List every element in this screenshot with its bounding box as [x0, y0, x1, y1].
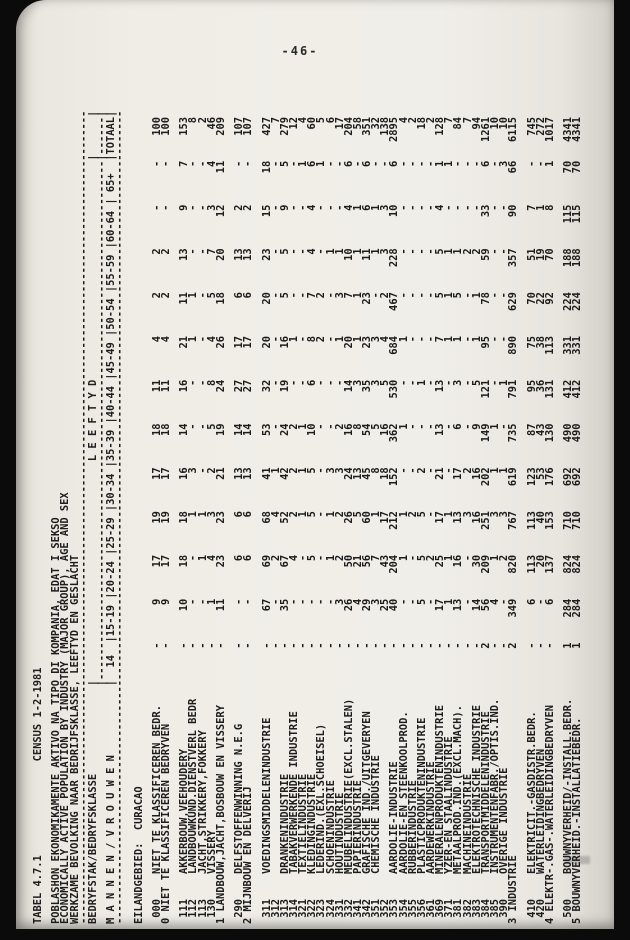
table-row: 000 NIET TE KLASSIFICEREN BEDR. - 9 17 19 17 18 11 4 2 2 - - 100	[150, 117, 163, 924]
table-row: 371 YZER-EN STAALINDUSTRIE - 1 1 1 - - - 1 1 1 - 1 7	[443, 117, 456, 924]
table-subtitle-2: ECONOMICALLY ACTIVE POPULATION BY INDUSTRY (MAJOR GROUP), AGE AND SEX	[59, 492, 72, 924]
table-row-group-total: 0 NIET TE KLASSIFICEREN BEDRYVEN - 9 17 19 17 18 11 4 2 2 - - 100	[159, 117, 172, 924]
table-row: 113 JACHT,STRIKKERY,FOKKERY - - 1 1 - - - - - - - - 2	[196, 117, 209, 924]
table-row-group-total: 3 INDUSTRIE 2 349 820 767 619 735 791 890 629 357 90 66 6115	[507, 117, 520, 924]
table-row-group-total: 2 MIJNBOUW EN DELVERIJ - - 6 6 13 14 27 17 6 13 2 - 107	[242, 117, 255, 924]
table-row: 130 VISSERY - 1 4 3 2 5 8 4 5 7 3 4 46	[205, 117, 218, 924]
table-row: 381 METAALPROD.IND.(EXCL.MACH). - 13 16 13 17 6 3 1 5 1 - - 84	[452, 117, 465, 924]
table-row: 290 DELFSTOFFENWINNING N.E.G - - 6 6 13 14 27 17 6 13 2 - 107	[233, 117, 246, 924]
table-row: 361 AARDEWERKINDUSTRIE - - 2 - - - - - - - - - 2	[425, 117, 438, 924]
table-row: 369 MINERALENPRODUKTENINDUSTRIE - 17 25 17 21 13 13 7 5 5 4 1 128	[434, 117, 447, 924]
column-group-header: BEDRYFSTAK/BEDRYFSKLASSE | L E E F T Y D | |	[86, 110, 99, 924]
table-row: 382 MACHINEINDUSTRIE - - - 3 2 - - - - 2 - - 7	[461, 117, 474, 924]
rule: ----------------------------------------------------------------------------------------------------------------------------------	[77, 110, 90, 924]
table-row: 332 MEUBELINDUSTRIE(EXCL.STALEN) - 26 50 26 24 16 14 20 7 10 4 6 204	[342, 117, 355, 924]
table-row: 353 AARDOLIE-INDUSTRIE - 40 204 212 152 362 530 684 467 228 10 6 2895	[388, 117, 401, 924]
table-row: 384 TRANSPORTMIDDELENINDUSTRIE 2 56 209 251 202 149 121 95 78 59 33 6 1261	[479, 117, 492, 924]
table-row: 351 CHEMISCHE INDUSTRIE - 3 7 1 8 5 3 3 - 1 1 - 32	[370, 117, 383, 924]
table-subtitle-1: POBLASHON EKONOMIKAMENTE AKTIVO NA TIPO DI KOMPANIA, EDAT I SEKSO	[50, 517, 63, 924]
table-row: 342 GRAFISCHE IND./UITGEVERYEN - 29 56 60 45 54 35 23 23 11 6 6 351	[361, 117, 374, 924]
table-row: 324 SCHOENINDUSTRIE - - 1 1 3 - - - - 1 - - 6	[324, 117, 337, 924]
table-row: 355 RUBBERINDUSTRIE - - - 2 - - - - - - - - 2	[406, 117, 419, 924]
table-row-group-total: 4 ELEKTR-.GAS-.WATERLEIDINGBEDRYVEN - 6 137 153 176 130 131 113 92 70 8 1 1017	[543, 117, 556, 924]
table-subtitle-3: WERKZAME BEVOLKING NAAR BEDRIJFSKLASSE, LEEFTYD EN GESLACHT	[68, 554, 81, 924]
table-row: 112 LANDBOUWKUND.DIENSTVERL BEDR - - - 1 3 - - 1 1 - - - 8	[187, 117, 200, 924]
table-row: 420 WATERLEIDINGBEDRYVEN - - 20 40 53 43 36 38 22 19 1 - 272	[534, 117, 547, 924]
table-row: 390 OVERIGE INDUSTRIE - - 2 3 1 - 1 - - - - 3 10	[498, 117, 511, 924]
table-row: 111 AKKERBOUW,VEEHOUDERY - 10 18 18 16 14 16 21 11 13 9 7 153	[178, 117, 191, 924]
table-row: 312 - - 2 4 1 - - - - - - - 7	[269, 117, 282, 924]
table-row: 323 LEDERIND.(EXL.SCHOEISEL) - - - - - - - 2 2 - - 1 5	[315, 117, 328, 924]
region-header: EILANDGEBIED: CURACAO	[132, 786, 145, 924]
table-row: 331 HOUTINDUSTRIE - 3 2 2 3 2 - 1 3 1 - - 17	[333, 117, 346, 924]
table-row: 352 - 25 43 17 18 16 5 4 2 3 3 - 138	[379, 117, 392, 924]
table-row: 313 DRANKENINDUSTRIE - 35 67 52 42 24 19 16 5 5 9 5 279	[278, 117, 291, 924]
rotated-census-table	[34, 104, 586, 924]
table-row: 385 INSTRUMENTENFABR./OPTIS.IND. - 4 1 3 1 1 - - - - - - 10	[489, 117, 502, 924]
table-title: TABEL 4.7.1 CENSUS 1-2-1981	[32, 667, 44, 924]
table-row: 311 VOEDINGSMIDDELENINDUSTRIE - 67 69 68 41 53 32 20 20 23 15 18 427	[260, 117, 273, 924]
page-number: -46-	[281, 44, 319, 58]
table-row: 410 ELEKTRICIT.-GASDISTR.BEDR. - 6 113 113 123 87 95 75 70 51 7 - 745	[525, 117, 538, 924]
table-row: 314 TABAKVERWERKENDE INDUSTRIE - - 4 2 2 2 - 1 - - - - 12	[287, 117, 300, 924]
table-row: 322 KLEDINGINDUSTRIE - - 5 5 5 10 6 8 7 4 4 6 60	[306, 117, 319, 924]
table-row: 356 PLASTICPRODUKTENINDUSTRIE - 5 5 5 2 - 1 - - - - - 18	[415, 117, 428, 924]
table-row: 321 TEXTIELINDUSTRIE - - - 1 1 1 - - - - - 1 4	[297, 117, 310, 924]
table-row-group-total: 5 BOUWNYVERHEID.-INSTALLATIEBEDR. 1 284 824 710 692 490 412 331 224 188 115 70 4341	[571, 117, 584, 924]
table-row: 383 ELEKTROTECHNISCHE INDUSTRIE - 14 30 16 16 9 5 1 1 2 - - 94	[470, 117, 483, 924]
table-row: 341 PAPIERINDUSTRIE - 4 21 5 13 8 3 1 1 1 1 - 58	[351, 117, 364, 924]
table-row-group-total: 1 LANDBOUW,JACHT,BOSBOUW EN VISSERY - 11 23 23 21 19 24 26 18 20 12 11 209	[214, 117, 227, 924]
age-columns-header: M A N N E N / V R O U W E N | 14 |15-19 |20-24 |25-29 |30-34 |35-39 |40-44 |45-49 |50-54 |55-59 |60-64 | 65+ |TOTAAL|	[105, 110, 118, 924]
table-row: 354 AARDOLIE-EN STEENKOOLPROD. - - 1 1 - 1 - 1 - - - - 4	[397, 117, 410, 924]
table-row: 500 BOUWNYVERHEID/-INSTALL.BEDR. 1 284 824 710 692 490 412 331 224 188 115 70 4341	[562, 117, 575, 924]
rule: ----------------------------------------------------------------------------------------------------------------------------------	[114, 110, 127, 924]
rule: |-----------------------------------------------------------------------------------|------|	[95, 110, 108, 924]
